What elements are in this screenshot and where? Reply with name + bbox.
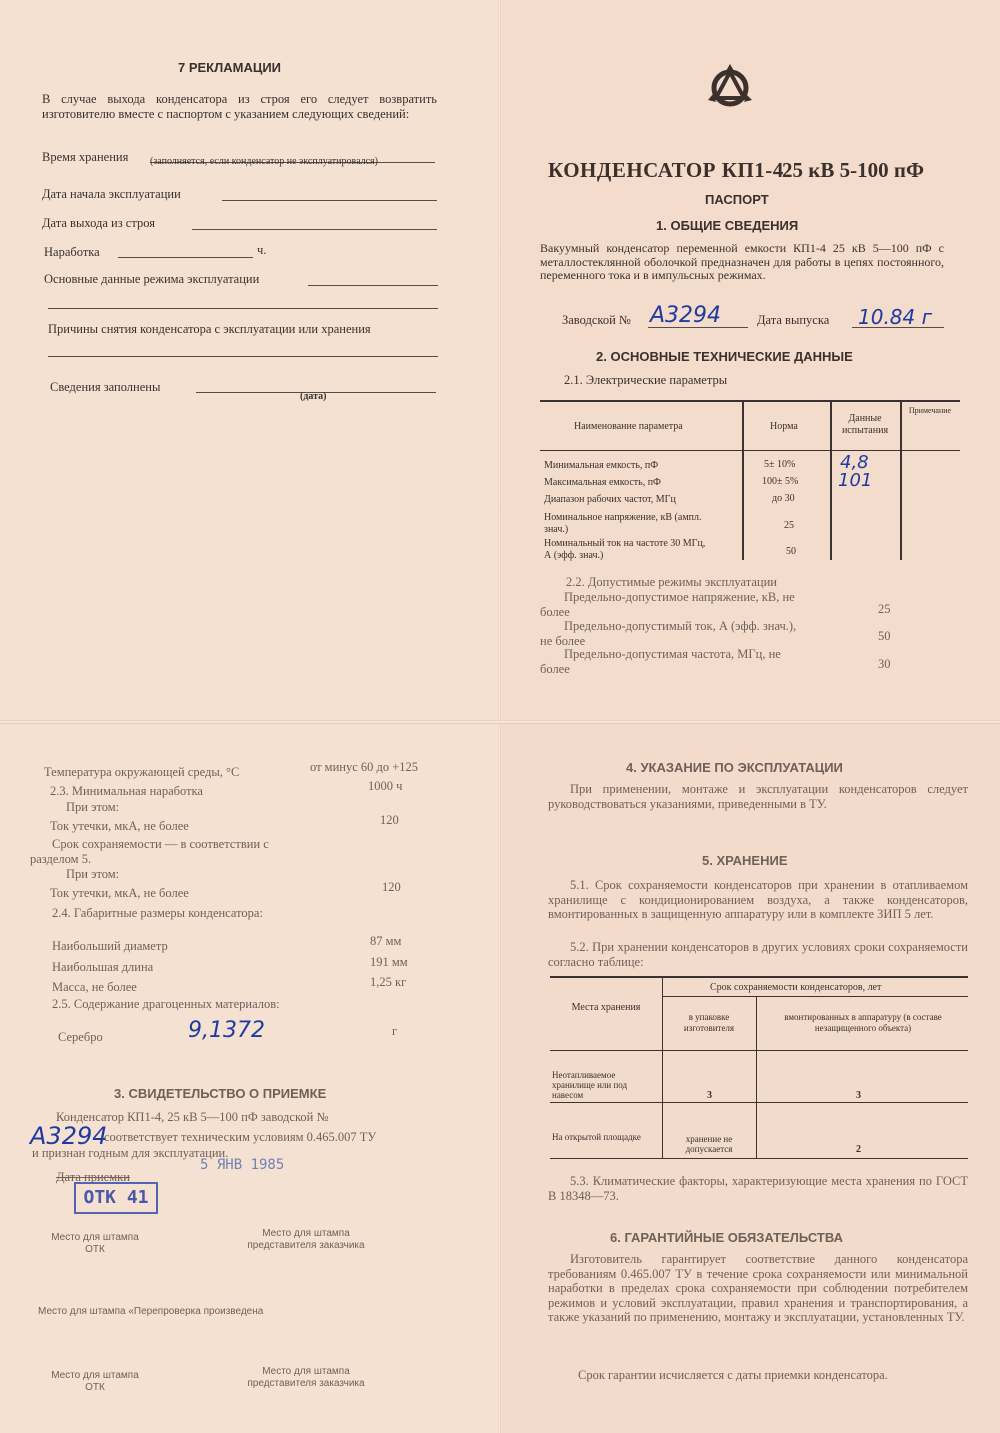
diameter-label: Наибольший диаметр [52, 939, 168, 953]
dimensions-heading: 2.4. Габаритные размеры конденсатора: [52, 906, 263, 920]
limit-voltage: Предельно-допустимое напряжение, кВ, не более [540, 590, 795, 619]
storage-open-packaged: хранение не допускается [685, 1134, 733, 1154]
storage-row-open: На открытой площадке [552, 1132, 641, 1142]
section-2-2: 2.2. Допустимые режимы эксплуатации [566, 575, 777, 589]
col-note: Примечание [908, 406, 952, 415]
factory-logo-icon [704, 62, 756, 114]
section-1-heading: 1. ОБЩИЕ СВЕДЕНИЯ [656, 218, 799, 233]
hours-unit: ч. [257, 243, 267, 257]
operating-time-line [118, 257, 253, 258]
section-4-text: При применении, монтаже и эксплуатации конденсаторов следует руководствоваться указаниями, приведенными в ТУ. [548, 782, 968, 811]
leak-value-2: 120 [382, 880, 401, 894]
release-handwritten: 10.84 г [858, 305, 933, 329]
mass-label: Масса, не более [52, 980, 137, 994]
electrical-params-table [540, 400, 960, 560]
storage-time-note: (заполняется, если конденсатор не эксплуатировался) [150, 156, 378, 167]
silver-label: Серебро [58, 1030, 103, 1044]
filled-by-label: Сведения заполнены [50, 380, 161, 394]
removal-line [48, 356, 438, 357]
row-freq-range: Диапазон рабочих частот, МГц [544, 494, 676, 505]
precious-heading: 2.5. Содержание драгоценных материалов: [52, 997, 280, 1011]
reclamations-intro: В случае выхода конденсатора из строя его следует возвратить изготовителю вместе с паспортом с указанием следующих сведений: [42, 92, 437, 121]
passport-subtitle: ПАСПОРТ [705, 192, 769, 207]
limit-frequency: Предельно-допустимая частота, МГц, не более [540, 647, 781, 676]
limit-frequency-value: 30 [878, 657, 891, 671]
serial-handwritten: А3294 [650, 303, 722, 328]
storage-unheated-packaged: 3 [707, 1090, 712, 1101]
page-usage-storage [500, 722, 1000, 1433]
row-current-norm: 50 [786, 546, 796, 557]
silver-value-handwritten: 9,1372 [188, 1018, 265, 1043]
section-1-text: Вакуумный конденсатор переменной емкости КП1-4 25 кВ 5—100 пФ с металлостеклянной оболочкой предназначен для работы в цепях постоянного, переменного тока и в импульсных режимах. [540, 241, 944, 282]
row-max-norm: 100± 5% [762, 476, 799, 487]
storage-col-mounted: вмонтированных в аппаратуру (в составе незащищенного объекта) [784, 1012, 942, 1033]
failure-date-label: Дата выхода из строя [42, 216, 155, 230]
col-param-name: Наименование параметра [574, 421, 683, 432]
storage-col-packaged: в упаковке изготовителя [683, 1012, 735, 1033]
reclamations-heading: 7 РЕКЛАМАЦИИ [178, 60, 282, 75]
row-max-test: 101 [838, 470, 873, 491]
section-5-1: 5.1. Срок сохраняемости конденсаторов при хранении в отапливаемом хранилище с кондиционированием воздуха, а также конденсаторов, вмонтированных в защищенную аппаратуру или в комплекте ЗИП 5 лет. [548, 878, 968, 921]
section-6-heading: 6. ГАРАНТИЙНЫЕ ОБЯЗАТЕЛЬСТВА [610, 1230, 843, 1245]
page-reclamations [0, 0, 500, 722]
row-min-capacity: Минимальная емкость, пФ [544, 460, 659, 471]
operating-time-label: Наработка [44, 245, 100, 259]
temp-value: от минус 60 до +125 [310, 760, 419, 774]
storage-row-unheated: Неотапливаемое хранилище или под навесом [552, 1070, 628, 1100]
place-otk-1: Место для штампа ОТК [51, 1232, 139, 1255]
row-min-norm: 5± 10% [764, 459, 796, 470]
acceptance-date-label: Дата приемки [56, 1170, 130, 1184]
col-norm: Норма [770, 421, 798, 432]
section-5-heading: 5. ХРАНЕНИЕ [702, 853, 788, 868]
removal-reasons-label: Причины снятия конденсатора с эксплуатации или хранения [48, 322, 371, 336]
main-data-line-1 [308, 285, 438, 286]
row-voltage-norm: 25 [784, 520, 794, 531]
main-data-line-2 [48, 308, 438, 309]
failure-date-line [192, 229, 437, 230]
limit-current: Предельно-допустимый ток, А (эфф. знач.), не более [540, 619, 797, 648]
storage-open-mounted: 2 [856, 1144, 861, 1155]
length-label: Наибольшая длина [52, 960, 154, 974]
place-customer-2: Место для штампа представителя заказчика [247, 1366, 365, 1389]
shelf-life: Срок сохраняемости — в соответствии с разделом 5. [30, 837, 269, 866]
acceptance-date-stamp: 5 ЯНВ 1985 [200, 1157, 285, 1173]
leak-label-1: Ток утечки, мкА, не более [50, 819, 189, 833]
mass-value: 1,25 кг [370, 975, 407, 989]
col-test-data: Данные испытания [841, 413, 889, 436]
acceptance-serial-handwritten: А3294 [30, 1122, 108, 1150]
serial-label: Заводской № [562, 313, 631, 327]
leak-value-1: 120 [380, 813, 399, 827]
length-value: 191 мм [370, 955, 408, 969]
with-this-1: При этом: [66, 800, 120, 814]
row-nominal-current: Номинальный ток на частоте 30 МГц, А (эфф. знач.) [544, 538, 706, 561]
min-operating-value: 1000 ч [368, 779, 403, 793]
acceptance-line-2: соответствует техническим условиям 0.465.007 ТУ [104, 1130, 377, 1144]
section-4-heading: 4. УКАЗАНИЕ ПО ЭКСПЛУАТАЦИИ [626, 760, 843, 775]
silver-unit: г [392, 1024, 398, 1038]
acceptance-line-3: и признан годным для эксплуатации. [32, 1146, 229, 1160]
passport-title: КОНДЕНСАТОР КП1-4 [548, 158, 784, 182]
paper-fold-horizontal [0, 720, 1000, 724]
section-2-heading: 2. ОСНОВНЫЕ ТЕХНИЧЕСКИЕ ДАННЫЕ [596, 349, 853, 364]
section-2-1: 2.1. Электрические параметры [564, 373, 728, 387]
row-max-capacity: Максимальная емкость, пФ [544, 477, 661, 488]
storage-table [550, 976, 968, 1170]
storage-place-header: Места хранения [571, 1002, 641, 1013]
limit-voltage-value: 25 [878, 602, 891, 616]
section-5-2: 5.2. При хранении конденсаторов в других условиях сроки сохраняемости согласно таблице: [548, 940, 968, 969]
temp-label: Температура окружающей среды, °С [44, 765, 240, 779]
main-data-label: Основные данные режима эксплуатации [44, 272, 260, 286]
serial-line [648, 327, 748, 328]
storage-time-label: Время хранения [42, 150, 129, 164]
with-this-2: При этом: [66, 867, 120, 881]
limit-current-value: 50 [878, 629, 891, 643]
release-label: Дата выпуска [757, 313, 830, 327]
recheck-place: Место для штампа «Перепроверка произведена [38, 1306, 264, 1317]
place-otk-2: Место для штампа ОТК [51, 1370, 139, 1393]
place-customer-1: Место для штампа представителя заказчика [247, 1228, 365, 1251]
leak-label-2: Ток утечки, мкА, не более [50, 886, 189, 900]
passport-rating: 25 кВ 5-100 пФ [782, 158, 924, 182]
row-min-test: 4,8 [840, 452, 869, 473]
release-line [852, 327, 944, 328]
row-freq-norm: до 30 [772, 493, 795, 504]
storage-table-header: Срок сохраняемости конденсаторов, лет [710, 982, 882, 993]
start-date-line [222, 200, 437, 201]
otk-stamp: ОТК 41 [74, 1182, 158, 1214]
date-note: (дата) [300, 391, 327, 402]
section-5-3: 5.3. Климатические факторы, характеризующие места хранения по ГОСТ В 18348—73. [548, 1174, 968, 1203]
page-specs-acceptance [0, 722, 500, 1433]
paper-fold-vertical [498, 0, 501, 1433]
section-6-tail: Срок гарантии исчисляется с даты приемки конденсатора. [578, 1368, 888, 1382]
diameter-value: 87 мм [370, 934, 402, 948]
min-operating-label: 2.3. Минимальная наработка [50, 784, 203, 798]
row-nominal-voltage: Номинальное напряжение, кВ (ампл. знач.) [544, 512, 702, 535]
start-date-label: Дата начала эксплуатации [42, 187, 181, 201]
page-passport [500, 0, 1000, 722]
acceptance-line-1: Конденсатор КП1-4, 25 кВ 5—100 пФ заводской № [56, 1110, 329, 1124]
storage-unheated-mounted: 3 [856, 1090, 861, 1101]
acceptance-heading: 3. СВИДЕТЕЛЬСТВО О ПРИЕМКЕ [114, 1086, 327, 1101]
section-6-text: Изготовитель гарантирует соответствие данного конденсатора требованиям 0.465.007 ТУ в течение срока сохраняемости или минимальной наработки в пределах срока сохраняемости при соблюдении потребителем режимов и условий эксплуатации, правил хранения и транспортирования, а также указаний по применению, монтажу и эксплуатации, установленных ТУ. [548, 1252, 968, 1324]
